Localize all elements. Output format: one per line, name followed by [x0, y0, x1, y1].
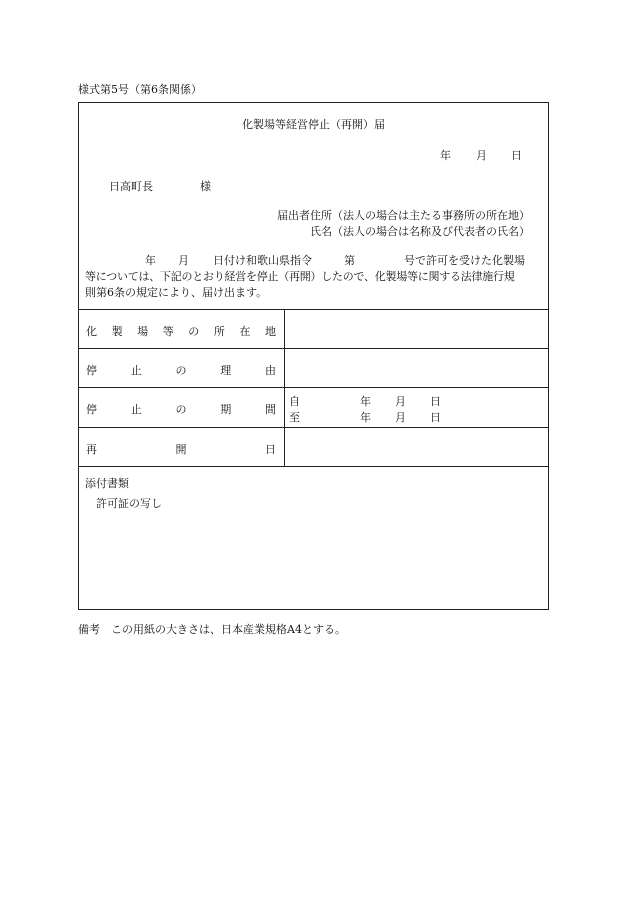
period-to-month: 月: [395, 411, 406, 424]
period-from-year: 年: [360, 395, 371, 408]
applicant-address-label: 届出者住所（法人の場合は主たる事務所の所在地）: [277, 209, 530, 222]
location-value-cell[interactable]: [285, 310, 549, 347]
form-title: 化製場等経営停止（再開）届: [242, 118, 385, 131]
date-day: 日: [511, 149, 522, 162]
period-from-day: 日: [430, 395, 441, 408]
body-month: 月: [178, 254, 189, 267]
body-date-suffix: 日付け和歌山県指令: [213, 254, 312, 267]
period-to-year: 年: [360, 411, 371, 424]
period-to-label: 至: [289, 411, 300, 424]
remarks-note: 備考 この用紙の大きさは、日本産業規格A4とする。: [78, 623, 346, 636]
addressee-name: 日高町長: [109, 180, 153, 193]
applicant-name-label: 氏名（法人の場合は名称及び代表者の氏名）: [310, 225, 530, 238]
table-rule: [79, 387, 548, 388]
addressee-honorific: 様: [200, 180, 211, 193]
attachments-heading: 添付書類: [85, 477, 129, 490]
table-bottom-rule: [79, 466, 548, 467]
reopen-date-value-cell[interactable]: [285, 428, 549, 465]
date-month: 月: [476, 149, 487, 162]
body-number-prefix: 第: [344, 254, 355, 267]
period-from-label: 自: [289, 395, 300, 408]
reason-value-cell[interactable]: [285, 349, 549, 386]
body-year: 年: [145, 254, 156, 267]
period-to-day: 日: [430, 411, 441, 424]
row-label-location: 化 製 場 等 の 所 在 地: [86, 325, 276, 338]
row-label-reason: 停 止 の 理 由: [86, 364, 276, 377]
body-line-2: 等については、下記のとおり経営を停止（再開）したので、化製場等に関する法律施行規: [85, 270, 515, 283]
form-box: [78, 102, 549, 610]
date-year: 年: [440, 149, 451, 162]
row-label-reopen-date: 再 開 日: [86, 443, 276, 456]
period-from-month: 月: [395, 395, 406, 408]
body-number-suffix: 号で許可を受けた化製場: [404, 254, 525, 267]
body-line-3: 則第6条の規定により、届け出ます。: [85, 286, 268, 299]
form-number: 様式第5号（第6条関係）: [78, 83, 202, 96]
attachments-item: 許可証の写し: [96, 497, 162, 510]
row-label-period: 停 止 の 期 間: [86, 403, 276, 416]
